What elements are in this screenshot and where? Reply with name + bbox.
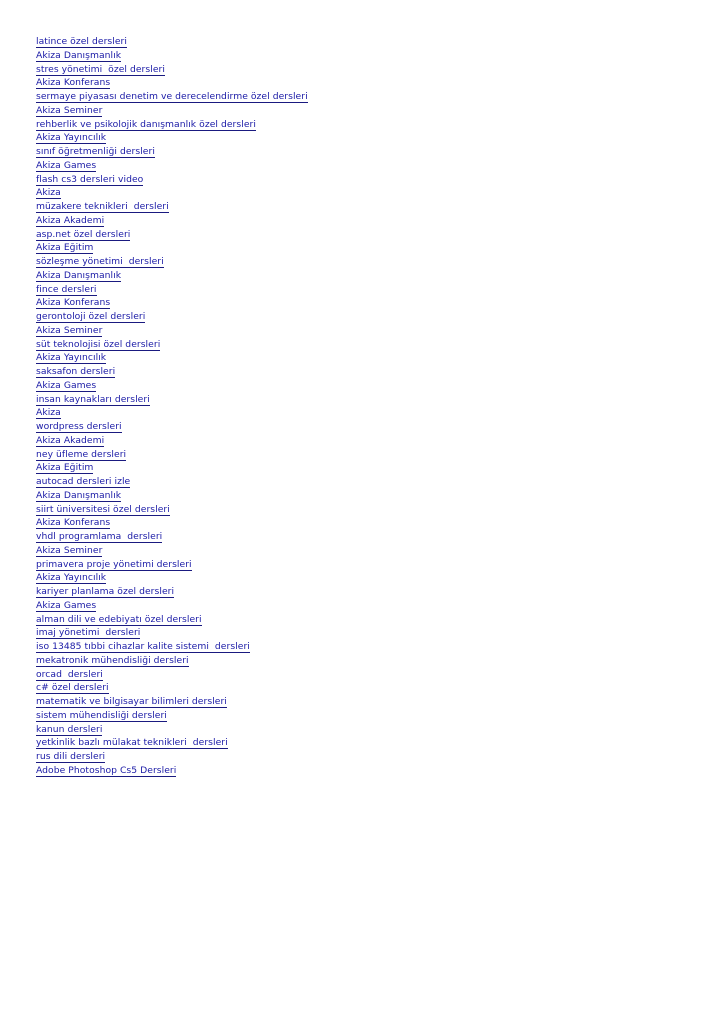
text-link[interactable]: Akiza Akademi [36, 434, 105, 446]
list-item [36, 252, 308, 266]
list-item [36, 32, 308, 46]
link-list [36, 32, 308, 775]
list-item [36, 293, 308, 307]
text-link[interactable]: Akiza Games [36, 159, 97, 171]
text-link[interactable]: süt teknolojisi özel dersleri [36, 338, 161, 350]
text-link[interactable]: alman dili ve edebiyatı özel dersleri [36, 613, 202, 625]
list-item [36, 527, 308, 541]
list-item [36, 472, 308, 486]
list-item [36, 692, 308, 706]
text-link[interactable]: Akiza [36, 407, 61, 419]
text-link[interactable]: Akiza Yayıncılık [36, 572, 107, 584]
text-link[interactable]: Akiza Seminer [36, 544, 103, 556]
list-item [36, 486, 308, 500]
list-item [36, 362, 308, 376]
list-item [36, 651, 308, 665]
text-link[interactable]: sözleşme yönetimi dersleri [36, 256, 164, 267]
list-item [36, 431, 308, 445]
list-item [36, 115, 308, 129]
text-link[interactable]: kanun dersleri [36, 723, 103, 735]
text-link[interactable]: Akiza Danışmanlık [36, 269, 122, 281]
list-item [36, 445, 308, 459]
list-item [36, 335, 308, 349]
text-link[interactable]: Akiza Konferans [36, 77, 111, 89]
text-link[interactable]: c# özel dersleri [36, 682, 109, 694]
text-link[interactable]: stres yönetimi özel dersleri [36, 63, 165, 75]
text-link[interactable]: sermaye piyasası denetim ve derecelendirme özel dersleri [36, 91, 308, 102]
list-item [36, 376, 308, 390]
list-item [36, 197, 308, 211]
text-link[interactable]: sınıf öğretmenliği dersleri [36, 146, 155, 157]
list-item [36, 142, 308, 156]
text-link[interactable]: insan kaynakları dersleri [36, 393, 150, 405]
list-item [36, 555, 308, 569]
text-link[interactable]: Akiza Danışmanlık [36, 489, 122, 501]
list-item [36, 307, 308, 321]
list-item [36, 500, 308, 514]
list-item [36, 73, 308, 87]
text-link[interactable]: Akiza Seminer [36, 324, 103, 336]
list-item [36, 390, 308, 404]
text-link[interactable]: gerontoloji özel dersleri [36, 311, 146, 322]
text-link[interactable]: ney üfleme dersleri [36, 448, 127, 460]
list-item [36, 720, 308, 734]
text-link[interactable]: Akiza Eğitim [36, 462, 94, 474]
text-link[interactable]: saksafon dersleri [36, 366, 116, 377]
text-link[interactable]: rehberlik ve psikolojik danışmanlık özel dersleri [36, 118, 256, 130]
text-link[interactable]: matematik ve bilgisayar bilimleri dersleri [36, 696, 227, 707]
list-item [36, 170, 308, 184]
list-item [36, 266, 308, 280]
list-item [36, 733, 308, 747]
list-item [36, 513, 308, 527]
list-item [36, 610, 308, 624]
text-link[interactable]: vhdl programlama dersleri [36, 531, 163, 542]
list-item [36, 156, 308, 170]
list-item [36, 678, 308, 692]
text-link[interactable]: latince özel dersleri [36, 36, 127, 47]
list-item [36, 87, 308, 101]
text-link[interactable]: wordpress dersleri [36, 421, 122, 432]
text-link[interactable]: Akiza [36, 187, 61, 199]
list-item [36, 582, 308, 596]
text-link[interactable]: rus dili dersleri [36, 751, 106, 762]
text-link[interactable]: asp.net özel dersleri [36, 228, 131, 240]
text-link[interactable]: Akiza Seminer [36, 104, 103, 116]
list-item [36, 417, 308, 431]
list-item [36, 60, 308, 74]
text-link[interactable]: Akiza Yayıncılık [36, 132, 107, 144]
text-link[interactable]: Akiza Danışmanlık [36, 49, 122, 61]
text-link[interactable]: iso 13485 tıbbi cihazlar kalite sistemi dersleri [36, 641, 250, 652]
text-link[interactable]: Akiza Eğitim [36, 242, 94, 254]
text-link[interactable]: Akiza Games [36, 379, 97, 391]
list-item [36, 211, 308, 225]
text-link[interactable]: Akiza Akademi [36, 214, 105, 226]
list-item [36, 458, 308, 472]
list-item [36, 348, 308, 362]
list-item [36, 761, 308, 775]
text-link[interactable]: Adobe Photoshop Cs5 Dersleri [36, 764, 177, 776]
list-item [36, 225, 308, 239]
list-item [36, 321, 308, 335]
text-link[interactable]: fince dersleri [36, 283, 97, 295]
text-link[interactable]: imaj yönetimi dersleri [36, 627, 141, 639]
list-item [36, 238, 308, 252]
text-link[interactable]: mekatronik mühendisliği dersleri [36, 654, 189, 666]
text-link[interactable]: Akiza Konferans [36, 297, 111, 309]
text-link[interactable]: autocad dersleri izle [36, 476, 131, 487]
list-item [36, 46, 308, 60]
text-link[interactable]: müzakere teknikleri dersleri [36, 201, 169, 212]
list-item [36, 747, 308, 761]
text-link[interactable]: primavera proje yönetimi dersleri [36, 558, 192, 570]
text-link[interactable]: yetkinlik bazlı mülakat teknikleri dersleri [36, 737, 228, 749]
text-link[interactable]: Akiza Games [36, 599, 97, 611]
list-item [36, 280, 308, 294]
text-link[interactable]: flash cs3 dersleri video [36, 173, 144, 185]
text-link[interactable]: Akiza Yayıncılık [36, 352, 107, 364]
text-link[interactable]: kariyer planlama özel dersleri [36, 586, 175, 597]
list-item [36, 637, 308, 651]
text-link[interactable]: Akiza Konferans [36, 517, 111, 529]
text-link[interactable]: siirt üniversitesi özel dersleri [36, 503, 170, 515]
text-link[interactable]: sistem mühendisliği dersleri [36, 709, 167, 721]
text-link[interactable]: orcad dersleri [36, 668, 103, 680]
list-item [36, 541, 308, 555]
